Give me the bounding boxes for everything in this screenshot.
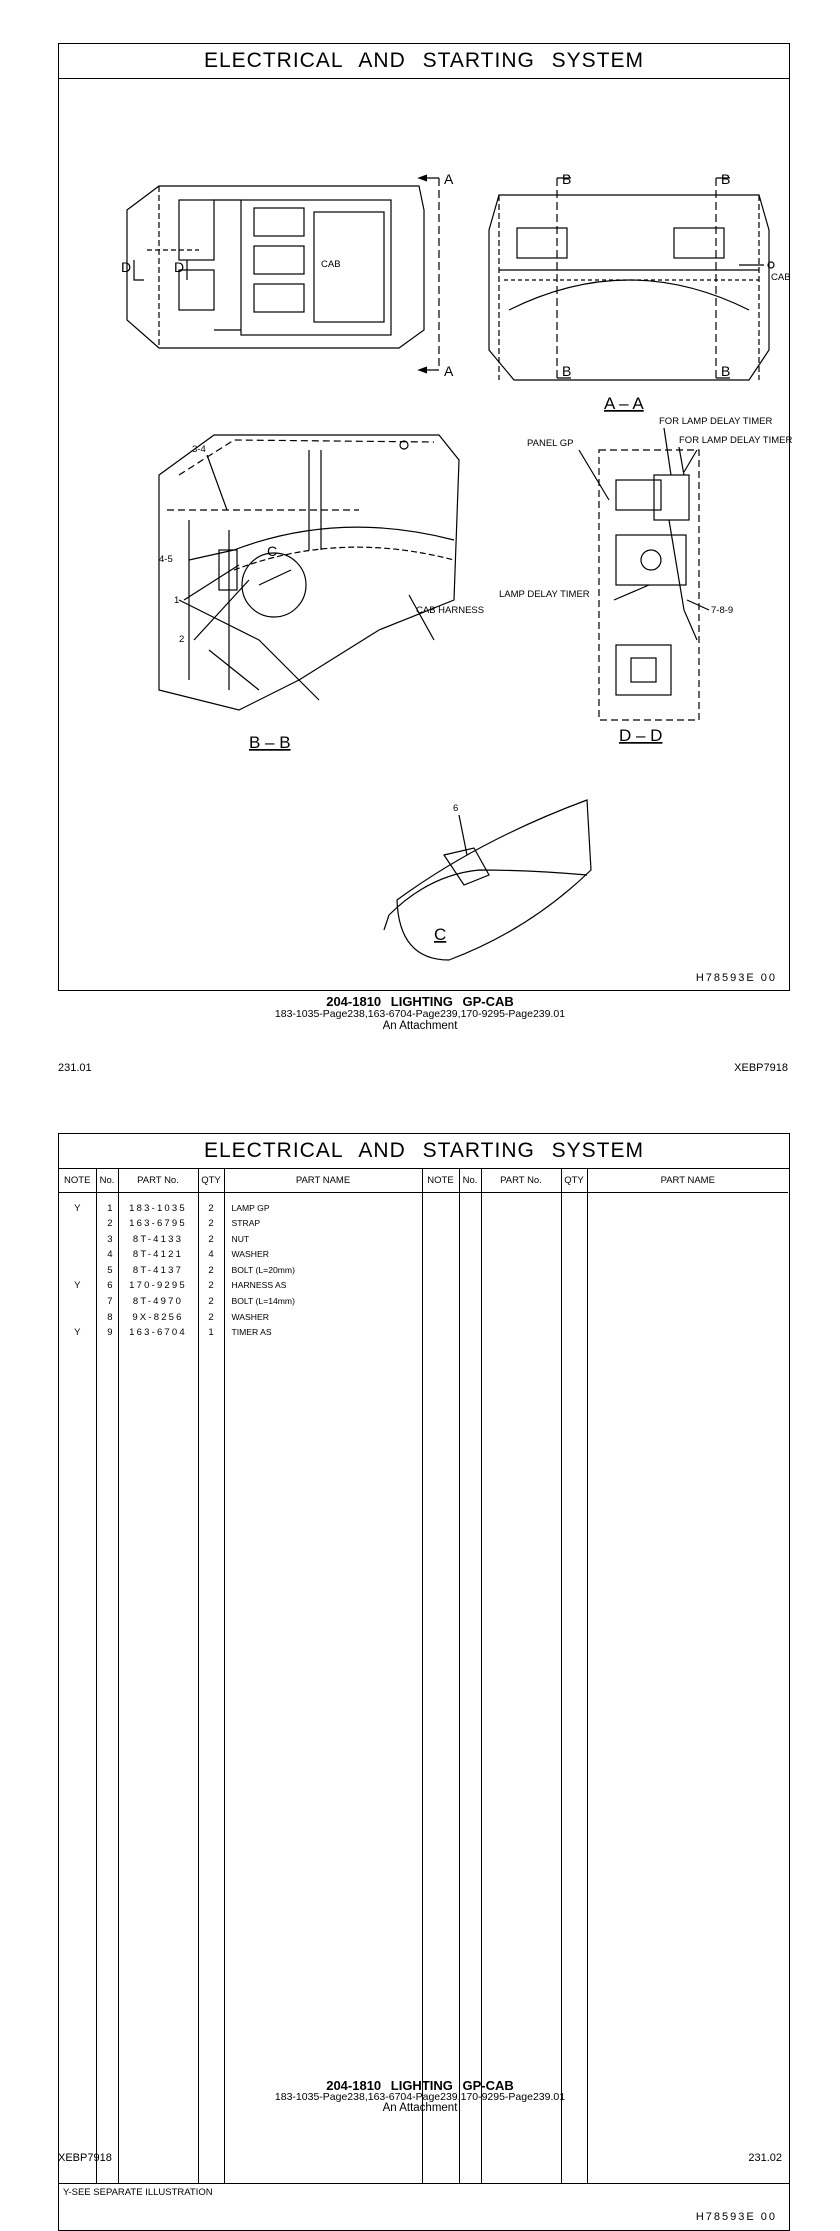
cell-no: 9	[96, 1325, 118, 1341]
page-number-right: 231.02	[748, 2152, 782, 2164]
page-number-left: 231.01	[58, 1062, 92, 1074]
col-qty: QTY	[198, 1168, 224, 1193]
cell-no: 6	[96, 1278, 118, 1294]
section-b-bottom-right: B	[721, 363, 731, 379]
cell-no: 1	[96, 1201, 118, 1217]
cell-part-name: WASHER	[224, 1310, 422, 1326]
cell-no: 2	[96, 1216, 118, 1232]
section-a-bottom: A	[444, 363, 454, 379]
caption-title: 204-1810 LIGHTING GP-CAB	[326, 994, 514, 1009]
cell-qty: 1	[198, 1325, 224, 1341]
cell-note	[59, 1247, 96, 1263]
label-for-lamp-2: FOR LAMP DELAY TIMER	[679, 435, 793, 446]
cell-part-name: LAMP GP	[224, 1201, 422, 1217]
cell-qty: 2	[198, 1294, 224, 1310]
section-b-bottom-left: B	[562, 363, 572, 379]
caption-references: 183-1035-Page238,163-6704-Page239,170-9295-Page239.01	[274, 1008, 566, 1020]
cell-part-no: 170-9295	[118, 1278, 198, 1294]
table-row	[59, 1232, 788, 1248]
cell-note	[59, 1263, 96, 1279]
table-row	[59, 1310, 788, 1326]
section-b-top-right: B	[721, 171, 731, 187]
col-part-name: PART NAME	[224, 1168, 422, 1193]
cell-part-name: STRAP	[224, 1216, 422, 1232]
label-cab-aa: CAB	[771, 272, 791, 283]
cell-part-name: BOLT (L=20mm)	[224, 1263, 422, 1279]
cell-note	[59, 1294, 96, 1310]
table-row	[59, 1263, 788, 1279]
caption-title-2: 204-1810 LIGHTING GP-CAB	[326, 2078, 514, 2093]
table-row	[59, 1201, 788, 1217]
section-a-top: A	[444, 171, 454, 187]
view-label-dd: D – D	[619, 726, 663, 745]
doc-code-left: XEBP7918	[58, 2152, 112, 2164]
c-detail	[384, 800, 591, 960]
table-row	[59, 1294, 788, 1310]
col-part-no: PART No.	[118, 1168, 198, 1193]
label-for-lamp-1: FOR LAMP DELAY TIMER	[659, 416, 773, 427]
col-part-name-2: PART NAME	[587, 1168, 788, 1193]
cell-part-no: 163-6704	[118, 1325, 198, 1341]
view-label-bb: B – B	[249, 733, 291, 752]
label-cab-harness: CAB HARNESS	[416, 605, 485, 616]
col-no: No.	[96, 1168, 118, 1193]
view-label-aa: A – A	[604, 394, 644, 413]
cell-no: 5	[96, 1263, 118, 1279]
cell-note: Y	[59, 1201, 96, 1217]
callout-1: 1	[174, 595, 180, 606]
callout-2: 2	[179, 634, 185, 645]
cell-part-no: 163-6795	[118, 1216, 198, 1232]
cell-qty: 2	[198, 1278, 224, 1294]
cell-qty: 2	[198, 1310, 224, 1326]
parts-list-frame	[58, 1133, 790, 2231]
section-d-right: D	[174, 259, 185, 275]
parts-illustration	[59, 80, 793, 980]
label-lamp-delay-timer: LAMP DELAY TIMER	[499, 589, 590, 600]
footnote: Y-SEE SEPARATE ILLUSTRATION	[59, 2183, 789, 2198]
parts-table	[59, 1168, 788, 2183]
col-qty-2: QTY	[561, 1168, 587, 1193]
cell-note	[59, 1232, 96, 1248]
aa-view	[489, 178, 774, 380]
page-title-2: ELECTRICAL AND STARTING SYSTEM	[59, 1134, 789, 1169]
cell-qty: 2	[198, 1263, 224, 1279]
cell-part-name: BOLT (L=14mm)	[224, 1294, 422, 1310]
label-c-circle: C	[267, 543, 278, 559]
view-label-c: C	[434, 925, 447, 944]
page-title: ELECTRICAL AND STARTING SYSTEM	[59, 44, 789, 79]
illustration-frame	[58, 43, 793, 991]
callout-3-4: 3-4	[192, 444, 206, 455]
table-row	[59, 1247, 788, 1263]
drawing-code: H78593E 00	[695, 972, 777, 984]
cell-qty: 2	[198, 1232, 224, 1248]
cell-part-no: 183-1035	[118, 1201, 198, 1217]
cell-part-name: TIMER AS	[224, 1325, 422, 1341]
cell-part-no: 9X-8256	[118, 1310, 198, 1326]
col-no-2: No.	[459, 1168, 481, 1193]
caption-references-2: 183-1035-Page238,163-6704-Page239,170-9295-Page239.01	[274, 2091, 566, 2103]
cell-part-no: 8T-4970	[118, 1294, 198, 1310]
table-header	[59, 1168, 788, 1193]
label-cab-top: CAB	[321, 259, 341, 270]
cell-no: 3	[96, 1232, 118, 1248]
label-panel-gp: PANEL GP	[527, 438, 574, 449]
drawing-code-2: H78593E 00	[695, 2211, 777, 2223]
callout-4-5: 4-5	[159, 554, 173, 565]
cell-qty: 2	[198, 1216, 224, 1232]
table-row	[59, 1325, 788, 1341]
table-row	[59, 1278, 788, 1294]
callout-6: 6	[453, 803, 459, 814]
col-part-no-2: PART No.	[481, 1168, 561, 1193]
cell-part-name: NUT	[224, 1232, 422, 1248]
cell-note	[59, 1216, 96, 1232]
cell-note: Y	[59, 1278, 96, 1294]
cell-qty: 2	[198, 1201, 224, 1217]
cell-part-name: WASHER	[224, 1247, 422, 1263]
cell-part-name: HARNESS AS	[224, 1278, 422, 1294]
callout-7-8-9: 7-8-9	[711, 605, 734, 616]
col-note: NOTE	[59, 1168, 96, 1193]
col-note-2: NOTE	[422, 1168, 459, 1193]
doc-code-right: XEBP7918	[734, 1062, 788, 1074]
cell-part-no: 8T-4137	[118, 1263, 198, 1279]
cell-note: Y	[59, 1325, 96, 1341]
cell-note	[59, 1310, 96, 1326]
cell-no: 8	[96, 1310, 118, 1326]
section-d-left: D	[121, 259, 132, 275]
table-row	[59, 1216, 788, 1232]
section-b-top-left: B	[562, 171, 572, 187]
cell-no: 4	[96, 1247, 118, 1263]
cell-part-no: 8T-4121	[118, 1247, 198, 1263]
cell-part-no: 8T-4133	[118, 1232, 198, 1248]
caption-attachment-2: An Attachment	[382, 2102, 458, 2114]
bb-view	[159, 435, 459, 710]
caption-attachment: An Attachment	[382, 1020, 458, 1032]
cell-qty: 4	[198, 1247, 224, 1263]
cell-no: 7	[96, 1294, 118, 1310]
